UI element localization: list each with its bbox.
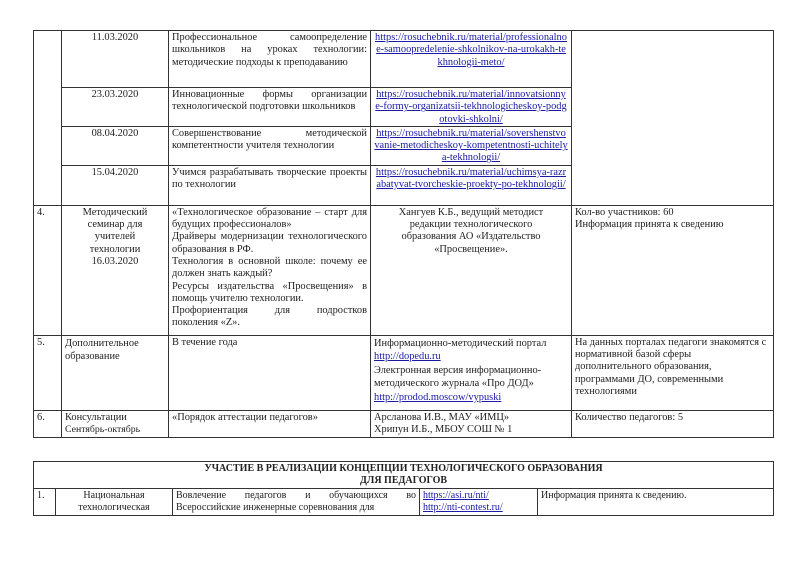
section-title-line: ДЛЯ ПЕДАГОГОВ	[359, 475, 448, 486]
resources-cell	[371, 335, 572, 410]
prodod-link[interactable]: http://prodod.moscow/vypuski	[374, 391, 502, 403]
link-cell	[371, 126, 572, 165]
content-line: Драйверы модернизации технологического образования в РФ.	[172, 231, 367, 255]
date-cell: 15.04.2020	[62, 165, 169, 205]
event-line: технологическая	[78, 502, 150, 514]
content-cell: «Порядок аттестации педагогов»	[169, 410, 371, 437]
content-line: «Технологическое образование – старт для будущих профессионалов»	[172, 206, 367, 231]
content-line: Всероссийские инженерные соревнования для	[176, 502, 375, 514]
event-cell: Дополнительное образование	[62, 335, 169, 410]
date-cell: 11.03.2020	[62, 31, 169, 88]
topic-cell: Учимся разрабатывать творческие проекты по технологии	[169, 165, 371, 205]
number-cell: 1.	[34, 489, 56, 516]
resource-label: Электронная версия информационно-методического журнала «Про ДОД»	[374, 364, 542, 390]
content-cell: В течение года	[169, 335, 371, 410]
number-cell: 6.	[34, 410, 62, 437]
table-row	[34, 31, 774, 88]
responsible-line: Хрипун И.Б., МБОУ СОШ № 1	[374, 424, 513, 436]
events-table	[33, 30, 774, 438]
date-cell: 08.04.2020	[62, 126, 169, 165]
asi-link[interactable]: https://asi.ru/nti/	[423, 490, 489, 501]
topic-cell: Совершенствование методической компетентности учителя технологии	[169, 126, 371, 165]
topic-cell: Инновационные формы организации технологической подготовки школьников	[169, 88, 371, 127]
responsible-line: Арсланова И.В., МАУ «ИМЦ»	[374, 411, 510, 423]
links-cell	[420, 489, 538, 516]
material-link[interactable]: https://rosuchebnik.ru/material/professionalnoe-samoopredelenie-shkolnikov-na-urokakh-tekhnologii-meto/	[375, 32, 567, 68]
result-line: Информация принята к сведению	[575, 219, 724, 231]
event-cell	[56, 489, 173, 516]
link-cell	[371, 88, 572, 127]
responsible-cell: Хангуев К.Б., ведущий методист редакции технологического образования АО «Издательство «Просвещение».	[371, 205, 572, 335]
result-cell: На данных порталах педагоги знакомятся с нормативной базой сферы дополнительного образования, программами ДО, современными технологиями	[572, 335, 774, 410]
date-cell: 23.03.2020	[62, 88, 169, 127]
result-cell	[572, 205, 774, 335]
event-line: Консультации	[65, 411, 127, 423]
table-row	[34, 410, 774, 437]
content-cell	[173, 489, 420, 516]
topic-cell: Профессиональное самоопределение школьников на уроках технологии: методические подходы к преподаванию	[169, 31, 371, 88]
event-line: Национальная	[83, 490, 145, 501]
content-line: Вовлечение педагогов и обучающихся во	[176, 490, 416, 501]
material-link[interactable]: https://rosuchebnik.ru/material/uchimsya-razrabatyvat-tvorcheskie-proekty-po-tekhnologii/	[375, 166, 567, 191]
result-line: Кол-во участников: 60	[575, 206, 674, 218]
table-row	[34, 205, 774, 335]
event-line: Сентябрь-октябрь	[65, 424, 141, 436]
concept-table	[33, 461, 774, 516]
link-cell	[371, 31, 572, 88]
number-cell	[34, 31, 62, 206]
resource-label: Информационно-методический портал	[374, 337, 547, 349]
number-cell: 4.	[34, 205, 62, 335]
dopedu-link[interactable]: http://dopedu.ru	[374, 351, 441, 363]
link-cell	[371, 165, 572, 205]
section-header	[34, 462, 774, 489]
result-cell	[572, 31, 774, 206]
content-line: Профориентация для подростков поколения «Z».	[172, 305, 367, 329]
event-cell: Методический семинар для учителей технологии 16.03.2020	[62, 205, 169, 335]
section-header-row	[34, 462, 774, 489]
responsible-cell	[371, 410, 572, 437]
number-cell: 5.	[34, 335, 62, 410]
content-line: Технология в основной школе: почему ее должен знать каждый?	[172, 255, 367, 280]
table-row	[34, 335, 774, 410]
content-line: Ресурсы издательства «Просвещения» в помощь учителю технологии.	[172, 280, 367, 304]
content-cell	[169, 205, 371, 335]
nti-contest-link[interactable]: http://nti-contest.ru/	[423, 502, 503, 514]
section-title-line: УЧАСТИЕ В РЕАЛИЗАЦИИ КОНЦЕПЦИИ ТЕХНОЛОГИЧЕСКОГО ОБРАЗОВАНИЯ	[204, 463, 603, 474]
result-cell: Количество педагогов: 5	[572, 410, 774, 437]
material-link[interactable]: https://rosuchebnik.ru/material/sovershenstvovanie-metodicheskoy-kompetentnosti-uchitelya-tekhnologii/	[374, 127, 568, 164]
result-cell: Информация принята к сведению.	[538, 489, 774, 516]
event-cell	[62, 410, 169, 437]
material-link[interactable]: https://rosuchebnik.ru/material/innovatsionnye-formy-organizatsii-tekhnologicheskoy-podgotovki-shkolni/	[375, 89, 567, 125]
table-row	[34, 489, 774, 516]
